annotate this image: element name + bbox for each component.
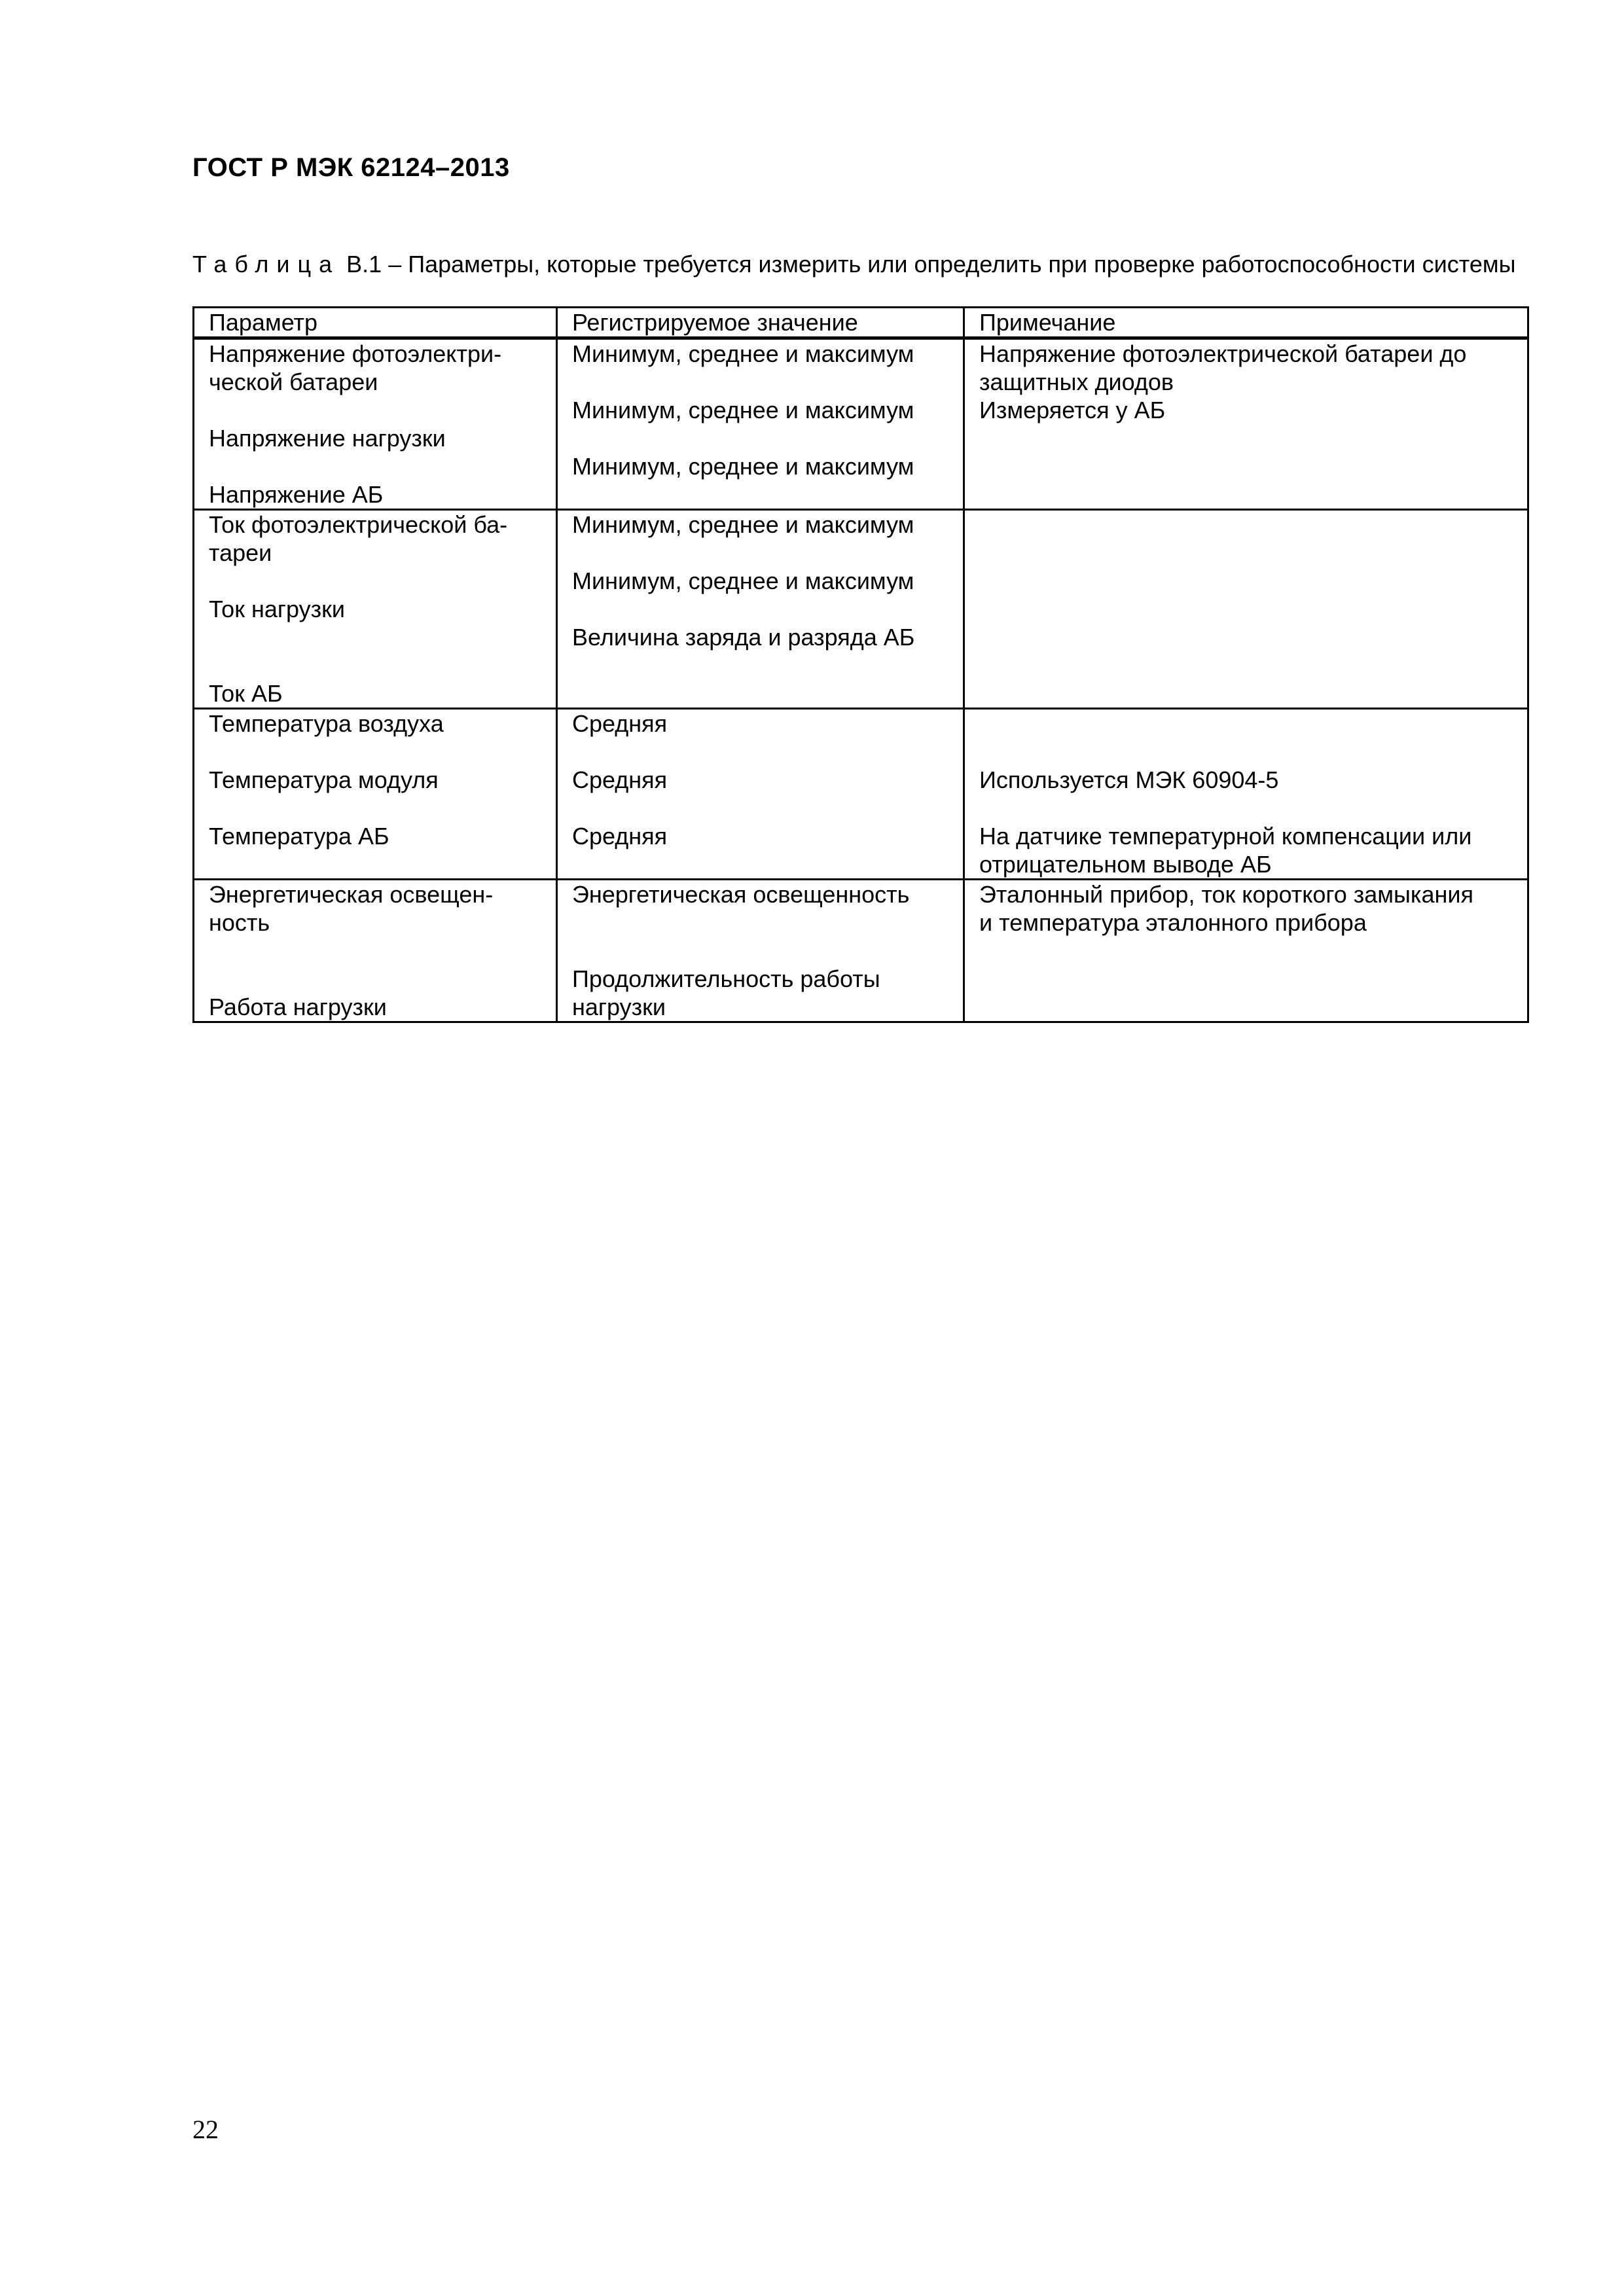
table-row	[194, 709, 1528, 880]
cell-note	[964, 880, 1528, 1022]
cell-text-line: защитных диодов	[979, 368, 1174, 395]
cell-blank-line	[572, 368, 951, 396]
cell-text-line: Измеряется у АБ	[979, 397, 1166, 423]
cell-blank-line	[209, 567, 544, 595]
cell-blank-line	[209, 396, 544, 424]
cell-value	[557, 510, 964, 709]
cell-parameter	[194, 510, 557, 709]
table-row	[194, 510, 1528, 709]
cell-text-line: На датчике температурной компенсации или	[979, 823, 1472, 850]
cell-text-line: Ток нагрузки	[209, 596, 345, 622]
cell-note	[964, 709, 1528, 880]
cell-blank-line	[209, 794, 544, 822]
cell-blank-line	[572, 937, 951, 965]
cell-note	[964, 510, 1528, 709]
table-caption-text: – Параметры, которые требуется измерить или определить при проверке работоспособности системы	[382, 251, 1516, 278]
cell-text-line: Ток фотоэлектрической ба-	[209, 511, 508, 538]
cell-blank-line	[979, 738, 1515, 766]
cell-blank-line	[979, 794, 1515, 822]
cell-text-line: тареи	[209, 539, 272, 566]
table-caption-label: Таблица	[192, 251, 340, 278]
cell-text-line: Напряжение фотоэлектри-	[209, 340, 502, 367]
cell-text-line: Эталонный прибор, ток короткого замыкания	[979, 881, 1473, 908]
cell-text-line: Работа нагрузки	[209, 994, 387, 1020]
cell-text-line: Температура АБ	[209, 823, 389, 850]
cell-text-line: Продолжительность работы	[572, 965, 880, 992]
column-header-value: Регистрируемое значение	[557, 308, 964, 338]
cell-parameter	[194, 338, 557, 510]
column-header-parameter: Параметр	[194, 308, 557, 338]
cell-value	[557, 338, 964, 510]
cell-text-line: Средняя	[572, 823, 668, 850]
cell-text-line: ность	[209, 909, 270, 936]
cell-parameter	[194, 709, 557, 880]
cell-text-line: и температура эталонного прибора	[979, 909, 1367, 936]
cell-text-line: Напряжение нагрузки	[209, 425, 446, 452]
cell-blank-line	[209, 651, 544, 679]
column-header-note: Примечание	[964, 308, 1528, 338]
cell-blank-line	[979, 709, 1515, 738]
cell-text-line: отрицательном выводе АБ	[979, 851, 1272, 878]
cell-blank-line	[209, 937, 544, 965]
cell-parameter	[194, 880, 557, 1022]
cell-text-line: Энергетическая освещенность	[572, 881, 910, 908]
cell-blank-line	[572, 794, 951, 822]
page-number: 22	[192, 2115, 219, 2144]
cell-text-line: Ток АБ	[209, 680, 283, 707]
cell-blank-line	[209, 965, 544, 993]
cell-text-line: Температура воздуха	[209, 710, 444, 737]
table-header-row	[194, 308, 1528, 338]
cell-text-line: Величина заряда и разряда АБ	[572, 624, 915, 651]
table-caption-number: В.1	[346, 251, 382, 278]
cell-text-line: ческой батареи	[209, 368, 378, 395]
cell-text-line: Средняя	[572, 710, 668, 737]
cell-text-line: Используется МЭК 60904-5	[979, 766, 1279, 793]
cell-blank-line	[572, 738, 951, 766]
cell-text-line: Энергетическая освещен-	[209, 881, 494, 908]
cell-value	[557, 709, 964, 880]
cell-text-line: Минимум, среднее и максимум	[572, 340, 914, 367]
document-header: ГОСТ Р МЭК 62124–2013	[192, 153, 510, 182]
cell-text-line: Минимум, среднее и максимум	[572, 397, 914, 423]
cell-blank-line	[209, 623, 544, 651]
cell-blank-line	[572, 539, 951, 567]
cell-blank-line	[209, 738, 544, 766]
table-caption	[192, 250, 1524, 279]
parameters-table-body	[194, 308, 1528, 1022]
cell-blank-line	[572, 424, 951, 452]
cell-blank-line	[572, 595, 951, 623]
cell-note	[964, 338, 1528, 510]
cell-value	[557, 880, 964, 1022]
cell-blank-line	[572, 908, 951, 937]
cell-text-line: нагрузки	[572, 994, 666, 1020]
parameters-table	[192, 306, 1529, 1023]
cell-text-line: Минимум, среднее и максимум	[572, 453, 914, 480]
cell-blank-line	[209, 452, 544, 480]
cell-text-line: Минимум, среднее и максимум	[572, 511, 914, 538]
table-row	[194, 880, 1528, 1022]
cell-text-line: Температура модуля	[209, 766, 439, 793]
cell-text-line: Напряжение АБ	[209, 481, 384, 508]
cell-text-line: Напряжение фотоэлектрической батареи до	[979, 340, 1467, 367]
table-row	[194, 338, 1528, 510]
cell-text-line: Минимум, среднее и максимум	[572, 567, 914, 594]
cell-text-line: Средняя	[572, 766, 668, 793]
